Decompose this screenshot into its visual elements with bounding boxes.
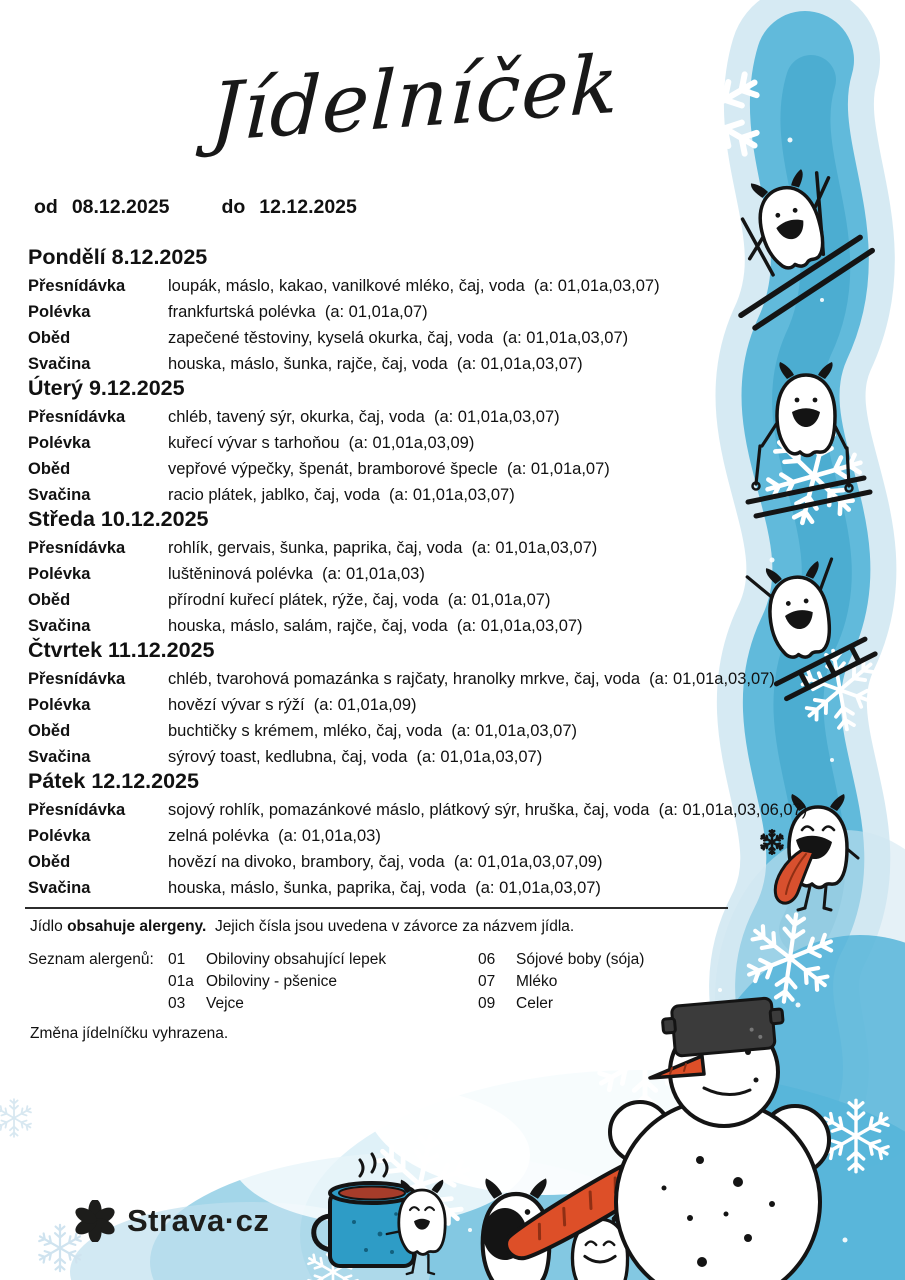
meal-label: Přesnídávka <box>28 539 126 557</box>
meal-label: Polévka <box>28 434 91 452</box>
allergen-code: 01a <box>168 973 194 990</box>
meal-row <box>28 875 840 901</box>
meal-text: kuřecí vývar s tarhoňou (a: 01,01a,03,09) <box>168 434 475 452</box>
meal-text: houska, máslo, šunka, paprika, čaj, voda (a: 01,01a,03,07) <box>168 879 601 897</box>
meal-row <box>28 404 840 430</box>
page-title: Jídelníček <box>208 37 621 160</box>
allergen-note <box>30 916 840 937</box>
meal-label: Oběd <box>28 460 71 478</box>
allergen-code: 07 <box>478 973 496 990</box>
meal-text: rohlík, gervais, šunka, paprika, čaj, voda (a: 01,01a,03,07) <box>168 539 598 557</box>
allergen-name: Sójové boby (sója) <box>516 951 645 968</box>
meal-text: sojový rohlík, pomazánkové máslo, plátkový sýr, hruška, čaj, voda (a: 01,01a,03,06,07) <box>168 801 808 819</box>
meal-label: Přesnídávka <box>28 801 126 819</box>
meal-text: buchtičky s krémem, mléko, čaj, voda (a: 01,01a,03,07) <box>168 722 578 740</box>
meal-text: racio plátek, jablko, čaj, voda (a: 01,01a,03,07) <box>168 486 515 504</box>
day-section <box>28 770 840 901</box>
menu-days <box>28 246 840 901</box>
meal-row <box>28 430 840 456</box>
allergen-note-suffix: Jejich čísla jsou uvedena v závorce za názvem jídla. <box>206 918 575 935</box>
meal-label: Svačina <box>28 486 91 504</box>
meal-text: vepřové výpečky, špenát, bramborové špecle (a: 01,01a,07) <box>168 460 610 478</box>
meal-row <box>28 456 840 482</box>
meal-row <box>28 299 840 325</box>
logo-text: Strava·cz <box>127 1203 270 1238</box>
footer-note: Změna jídelníčku vyhrazena. <box>30 1025 229 1042</box>
day-section <box>28 508 840 639</box>
allergen-note-prefix: Jídlo <box>30 918 68 935</box>
meal-label: Oběd <box>28 722 71 740</box>
allergen-code: 06 <box>478 951 496 968</box>
meal-row <box>28 692 840 718</box>
meal-row <box>28 482 840 508</box>
meal-row <box>28 535 840 561</box>
meal-row <box>28 797 840 823</box>
meal-text: přírodní kuřecí plátek, rýže, čaj, voda (a: 01,01a,07) <box>168 591 551 609</box>
meal-label: Polévka <box>28 696 91 714</box>
meal-row <box>28 561 840 587</box>
day-section <box>28 639 840 770</box>
allergen-list-label <box>28 971 168 993</box>
meal-text: chléb, tavený sýr, okurka, čaj, voda (a: 01,01a,03,07) <box>168 408 560 426</box>
meal-label: Oběd <box>28 591 71 609</box>
allergen-code: 03 <box>168 995 186 1012</box>
strava-logo <box>74 1200 269 1242</box>
meal-label: Svačina <box>28 879 91 897</box>
meal-label: Přesnídávka <box>28 408 126 426</box>
allergen-code: 01 <box>168 951 186 968</box>
meal-row <box>28 587 840 613</box>
meal-text: zelná polévka (a: 01,01a,03) <box>168 827 381 845</box>
allergen-list-label: Seznam alergenů: <box>28 951 154 968</box>
meal-text: houska, máslo, šunka, rajče, čaj, voda (a: 01,01a,03,07) <box>168 355 583 373</box>
meal-text: frankfurtská polévka (a: 01,01a,07) <box>168 303 428 321</box>
meal-text: chléb, tvarohová pomazánka s rajčaty, hranolky mrkve, čaj, voda (a: 01,01a,03,07) <box>168 670 775 688</box>
meal-row <box>28 718 840 744</box>
meal-label: Svačina <box>28 355 91 373</box>
date-to-value: 12.12.2025 <box>259 196 357 218</box>
meal-label: Polévka <box>28 565 91 583</box>
meal-label: Přesnídávka <box>28 670 126 688</box>
allergen-code: 09 <box>478 995 496 1012</box>
day-heading: Čtvrtek 11.12.2025 <box>28 638 215 662</box>
day-heading: Pátek 12.12.2025 <box>28 769 199 793</box>
date-range <box>34 196 357 219</box>
meal-text: hovězí vývar s rýží (a: 01,01a,09) <box>168 696 417 714</box>
meal-row <box>28 666 840 692</box>
meal-text: sýrový toast, kedlubna, čaj, voda (a: 01,01a,03,07) <box>168 748 543 766</box>
meal-text: zapečené těstoviny, kyselá okurka, čaj, voda (a: 01,01a,03,07) <box>168 329 629 347</box>
meal-label: Přesnídávka <box>28 277 126 295</box>
date-from-label: od <box>34 196 58 218</box>
day-section <box>28 377 840 508</box>
divider <box>25 907 728 909</box>
allergen-name: Obiloviny - pšenice <box>206 973 337 990</box>
meal-label: Oběd <box>28 329 71 347</box>
meal-row <box>28 849 840 875</box>
meal-row <box>28 744 840 770</box>
day-heading: Pondělí 8.12.2025 <box>28 245 208 269</box>
meal-row <box>28 325 840 351</box>
meal-row <box>28 273 840 299</box>
meal-label: Polévka <box>28 303 91 321</box>
meal-text: hovězí na divoko, brambory, čaj, voda (a: 01,01a,03,07,09) <box>168 853 603 871</box>
meal-text: luštěninová polévka (a: 01,01a,03) <box>168 565 425 583</box>
meal-row <box>28 613 840 639</box>
date-from-value: 08.12.2025 <box>71 196 170 218</box>
day-heading: Středa 10.12.2025 <box>28 507 209 531</box>
meal-label: Svačina <box>28 617 91 635</box>
flower-asterisk-icon <box>74 1200 116 1242</box>
meal-label: Polévka <box>28 827 91 845</box>
allergen-name: Obiloviny obsahující lepek <box>206 951 387 968</box>
allergen-list-label <box>28 993 168 1015</box>
date-to-label: do <box>221 196 246 218</box>
meal-label: Svačina <box>28 748 91 766</box>
allergen-note-bold: obsahuje alergeny. <box>67 918 207 935</box>
allergen-name: Vejce <box>206 995 244 1012</box>
meal-row <box>28 823 840 849</box>
day-section <box>28 246 840 377</box>
meal-text: loupák, máslo, kakao, vanilkové mléko, čaj, voda (a: 01,01a,03,07) <box>168 277 660 295</box>
meal-row <box>28 351 840 377</box>
allergen-name: Celer <box>516 995 554 1012</box>
meal-label: Oběd <box>28 853 71 871</box>
day-heading: Úterý 9.12.2025 <box>28 376 185 400</box>
allergen-name: Mléko <box>516 973 558 990</box>
meal-text: houska, máslo, salám, rajče, čaj, voda (a: 01,01a,03,07) <box>168 617 583 635</box>
allergen-list <box>28 949 840 1015</box>
